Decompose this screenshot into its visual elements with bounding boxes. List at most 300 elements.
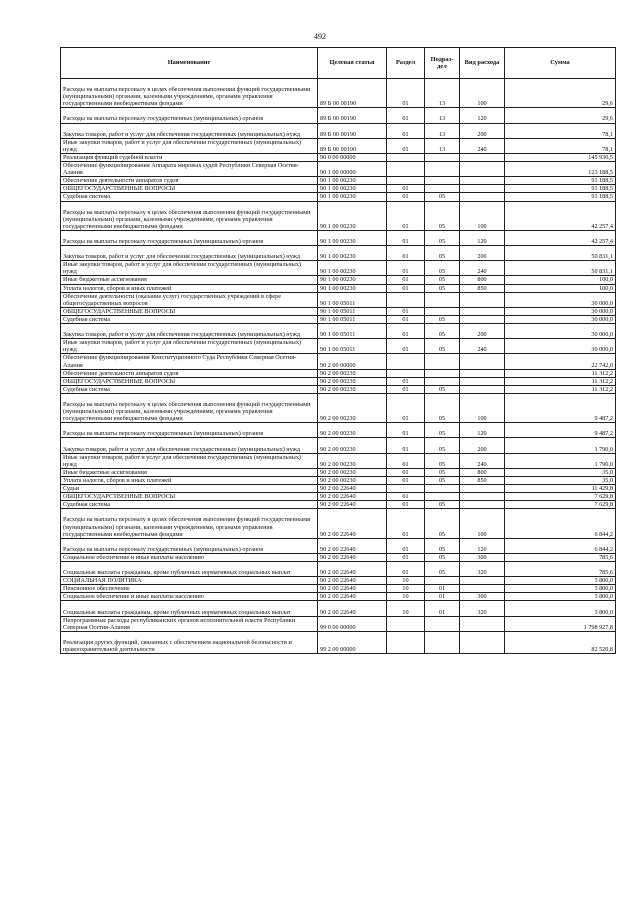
row-name-cell: Социальные выплаты гражданам, кроме публичных нормативных социальных выплат: [61, 601, 318, 616]
row-subsection-cell: 05: [425, 193, 460, 201]
row-target-item-cell: 90 2 00 22640: [318, 501, 387, 509]
row-section-cell: 01: [387, 123, 425, 138]
row-section-cell: 01: [387, 276, 425, 284]
row-sum-cell: 785,6: [505, 561, 616, 576]
row-target-item-cell: 89 Б 00 00190: [318, 108, 387, 123]
row-target-item-cell: 90 2 00 22640: [318, 553, 387, 561]
row-subsection-cell: 13: [425, 123, 460, 138]
row-subsection-cell: [425, 577, 460, 585]
row-expense-type-cell: 120: [460, 108, 505, 123]
header-row: [61, 48, 616, 79]
row-expense-type-cell: 300: [460, 593, 505, 601]
row-sum-cell: 145 930,5: [505, 153, 616, 161]
row-section-cell: [387, 631, 425, 653]
row-sum-cell: 1 798 927,8: [505, 616, 616, 631]
row-subsection-cell: 05: [425, 385, 460, 393]
row-section-cell: 01: [387, 307, 425, 315]
row-expense-type-cell: [460, 385, 505, 393]
row-name-cell: Судебная система: [61, 385, 318, 393]
table-row: [61, 616, 616, 631]
row-subsection-cell: 05: [425, 561, 460, 576]
row-subsection-cell: [425, 631, 460, 653]
row-name-cell: Обеспечение деятельности (оказание услуг) государственных учреждений в сфере общегосударственных вопросов: [61, 292, 318, 307]
row-name-cell: СОЦИАЛЬНАЯ ПОЛИТИКА: [61, 577, 318, 585]
row-expense-type-cell: [460, 193, 505, 201]
row-section-cell: 01: [387, 438, 425, 453]
table-row: [61, 369, 616, 377]
row-name-cell: Уплата налогов, сборов и иных платежей: [61, 476, 318, 484]
row-name-cell: Социальные выплаты гражданам, кроме публичных нормативных социальных выплат: [61, 561, 318, 576]
row-sum-cell: 22 742,0: [505, 354, 616, 369]
row-name-cell: Закупка товаров, работ и услуг для обеспечения государственных (муниципальных) нужд: [61, 324, 318, 339]
row-expense-type-cell: 240: [460, 339, 505, 354]
row-target-item-cell: 90 1 00 00230: [318, 284, 387, 292]
row-target-item-cell: 90 2 00 22640: [318, 593, 387, 601]
row-target-item-cell: 90 2 00 00230: [318, 468, 387, 476]
row-name-cell: Расходы на выплаты персоналу государственных (муниципальных) органов: [61, 230, 318, 245]
row-section-cell: [387, 177, 425, 185]
row-sum-cell: 29,6: [505, 108, 616, 123]
row-name-cell: Непрограммные расходы республиканских органов исполнительной власти Республики Северная Осетия-Алания: [61, 616, 318, 631]
row-expense-type-cell: 100: [460, 393, 505, 422]
row-section-cell: 01: [387, 324, 425, 339]
table-row: [61, 485, 616, 493]
table-row: [61, 79, 616, 108]
row-target-item-cell: 90 1 00 00000: [318, 162, 387, 177]
row-section-cell: 01: [387, 553, 425, 561]
row-name-cell: Социальное обеспечение и иные выплаты населению: [61, 593, 318, 601]
row-sum-cell: 30 000,0: [505, 315, 616, 323]
row-name-cell: Иные закупки товаров, работ и услуг для обеспечения государственных (муниципальных) нужд: [61, 453, 318, 468]
row-target-item-cell: 90 2 00 22640: [318, 577, 387, 585]
row-expense-type-cell: 200: [460, 438, 505, 453]
row-name-cell: Обеспечение деятельности аппаратов судов: [61, 369, 318, 377]
table-row: [61, 501, 616, 509]
row-name-cell: Расходы на выплаты персоналу государственных (муниципальных) органов: [61, 108, 318, 123]
row-section-cell: 01: [387, 201, 425, 230]
row-target-item-cell: 90 2 00 22640: [318, 493, 387, 501]
row-target-item-cell: 99 0 00 00000: [318, 616, 387, 631]
row-target-item-cell: 90 1 00 05011: [318, 324, 387, 339]
row-section-cell: 01: [387, 339, 425, 354]
row-name-cell: Иные закупки товаров, работ и услуг для обеспечения государственных (муниципальных) нужд: [61, 138, 318, 153]
row-sum-cell: 78,1: [505, 123, 616, 138]
row-subsection-cell: [425, 616, 460, 631]
row-target-item-cell: 90 2 00 00230: [318, 476, 387, 484]
row-section-cell: 10: [387, 601, 425, 616]
row-name-cell: Расходы на выплаты персоналу в целях обеспечения выполнения функций государственными (муниципальными) органами, казенными учреждениями, органами управления государственными внебюджетными фондами: [61, 509, 318, 538]
row-sum-cell: 30 000,0: [505, 292, 616, 307]
row-target-item-cell: 90 1 00 05011: [318, 339, 387, 354]
table-row: [61, 201, 616, 230]
row-name-cell: Закупка товаров, работ и услуг для обеспечения государственных (муниципальных) нужд: [61, 438, 318, 453]
row-target-item-cell: 90 2 00 00230: [318, 369, 387, 377]
row-subsection-cell: 05: [425, 324, 460, 339]
table-row: [61, 423, 616, 438]
row-expense-type-cell: 320: [460, 601, 505, 616]
row-section-cell: 10: [387, 577, 425, 585]
row-subsection-cell: [425, 162, 460, 177]
row-subsection-cell: [425, 354, 460, 369]
row-expense-type-cell: 120: [460, 538, 505, 553]
row-sum-cell: 9 487,2: [505, 423, 616, 438]
table-row: [61, 385, 616, 393]
row-target-item-cell: 90 1 00 00230: [318, 201, 387, 230]
row-expense-type-cell: [460, 501, 505, 509]
row-target-item-cell: 89 Б 00 00190: [318, 138, 387, 153]
row-section-cell: 01: [387, 468, 425, 476]
row-expense-type-cell: [460, 369, 505, 377]
row-section-cell: 01: [387, 538, 425, 553]
header-sum: Сумма: [505, 48, 616, 79]
table-row: [61, 509, 616, 538]
row-sum-cell: 42 257,4: [505, 201, 616, 230]
row-name-cell: Реализация других функций, связанных с обеспечением национальной безопасности и правоохранительной деятельности: [61, 631, 318, 653]
row-subsection-cell: [425, 493, 460, 501]
row-subsection-cell: 05: [425, 230, 460, 245]
row-expense-type-cell: 850: [460, 476, 505, 484]
row-target-item-cell: 90 2 00 22640: [318, 585, 387, 593]
row-expense-type-cell: 100: [460, 201, 505, 230]
header-name: Наименование: [61, 48, 318, 79]
row-name-cell: Уплата налогов, сборов и иных платежей: [61, 284, 318, 292]
row-subsection-cell: 01: [425, 601, 460, 616]
row-sum-cell: 93 188,5: [505, 185, 616, 193]
row-target-item-cell: 90 1 00 00230: [318, 193, 387, 201]
row-expense-type-cell: [460, 577, 505, 585]
row-expense-type-cell: [460, 315, 505, 323]
row-expense-type-cell: [460, 616, 505, 631]
row-name-cell: Пенсионное обеспечение: [61, 585, 318, 593]
row-section-cell: 10: [387, 585, 425, 593]
row-expense-type-cell: [460, 493, 505, 501]
row-expense-type-cell: 120: [460, 423, 505, 438]
table-row: [61, 453, 616, 468]
table-row: [61, 601, 616, 616]
row-sum-cell: 1 790,0: [505, 453, 616, 468]
row-section-cell: 01: [387, 393, 425, 422]
row-sum-cell: 785,6: [505, 553, 616, 561]
row-subsection-cell: 01: [425, 585, 460, 593]
table-row: [61, 585, 616, 593]
row-name-cell: Иные бюджетные ассигнования: [61, 276, 318, 284]
row-target-item-cell: 90 2 00 00230: [318, 438, 387, 453]
row-section-cell: 01: [387, 476, 425, 484]
row-target-item-cell: 90 1 00 00230: [318, 185, 387, 193]
table-row: [61, 153, 616, 161]
row-target-item-cell: 90 1 00 00230: [318, 261, 387, 276]
row-sum-cell: 11 312,2: [505, 385, 616, 393]
row-name-cell: ОБЩЕГОСУДАРСТВЕННЫЕ ВОПРОСЫ: [61, 493, 318, 501]
row-section-cell: [387, 153, 425, 161]
row-sum-cell: 3 800,0: [505, 585, 616, 593]
page-number: 492: [314, 32, 326, 41]
header-subsection: Подраз- дел: [425, 48, 460, 79]
row-sum-cell: 11 312,2: [505, 377, 616, 385]
header-section: Раздел: [387, 48, 425, 79]
row-sum-cell: 42 257,4: [505, 230, 616, 245]
table-row: [61, 354, 616, 369]
table-row: [61, 292, 616, 307]
row-name-cell: Социальное обеспечение и иные выплаты населению: [61, 553, 318, 561]
row-subsection-cell: 05: [425, 201, 460, 230]
table-row: [61, 393, 616, 422]
row-name-cell: Иные бюджетные ассигнования: [61, 468, 318, 476]
table-row: [61, 193, 616, 201]
row-sum-cell: 100,0: [505, 276, 616, 284]
row-section-cell: 01: [387, 79, 425, 108]
row-expense-type-cell: [460, 631, 505, 653]
row-name-cell: Закупка товаров, работ и услуг для обеспечения государственных (муниципальных) нужд: [61, 123, 318, 138]
row-name-cell: Судебная система: [61, 315, 318, 323]
row-name-cell: ОБЩЕГОСУДАРСТВЕННЫЕ ВОПРОСЫ: [61, 377, 318, 385]
row-target-item-cell: 90 2 00 22640: [318, 509, 387, 538]
row-name-cell: Расходы на выплаты персоналу в целях обеспечения выполнения функций государственными (муниципальными) органами, казенными учреждениями, органами управления государственными внебюджетными фондами: [61, 79, 318, 108]
row-expense-type-cell: [460, 307, 505, 315]
row-subsection-cell: [425, 377, 460, 385]
table-row: [61, 438, 616, 453]
row-sum-cell: 50 831,1: [505, 246, 616, 261]
row-sum-cell: 30 000,0: [505, 339, 616, 354]
row-target-item-cell: 90 1 00 00230: [318, 246, 387, 261]
row-sum-cell: 30 000,0: [505, 324, 616, 339]
table-body: [61, 79, 616, 654]
row-expense-type-cell: 850: [460, 284, 505, 292]
row-section-cell: 01: [387, 108, 425, 123]
row-subsection-cell: 05: [425, 246, 460, 261]
row-subsection-cell: 05: [425, 339, 460, 354]
table-row: [61, 138, 616, 153]
row-subsection-cell: 05: [425, 553, 460, 561]
row-sum-cell: 100,0: [505, 284, 616, 292]
row-target-item-cell: 90 2 00 00000: [318, 354, 387, 369]
row-expense-type-cell: 240: [460, 261, 505, 276]
row-subsection-cell: 05: [425, 315, 460, 323]
row-name-cell: Закупка товаров, работ и услуг для обеспечения государственных (муниципальных) нужд: [61, 246, 318, 261]
row-section-cell: 01: [387, 377, 425, 385]
table-row: [61, 476, 616, 484]
row-subsection-cell: 05: [425, 453, 460, 468]
row-sum-cell: 93 188,5: [505, 193, 616, 201]
row-subsection-cell: 05: [425, 468, 460, 476]
table-row: [61, 123, 616, 138]
table-row: [61, 493, 616, 501]
row-sum-cell: 11 312,2: [505, 369, 616, 377]
row-section-cell: [387, 616, 425, 631]
row-section-cell: [387, 162, 425, 177]
row-sum-cell: 11 429,8: [505, 485, 616, 493]
row-subsection-cell: 05: [425, 438, 460, 453]
row-section-cell: 01: [387, 261, 425, 276]
table-row: [61, 246, 616, 261]
row-expense-type-cell: 200: [460, 123, 505, 138]
row-section-cell: 01: [387, 138, 425, 153]
row-section-cell: 10: [387, 593, 425, 601]
row-target-item-cell: 90 2 00 00230: [318, 385, 387, 393]
row-section-cell: 01: [387, 246, 425, 261]
table-row: [61, 553, 616, 561]
row-target-item-cell: 89 Б 00 00190: [318, 123, 387, 138]
row-target-item-cell: 90 2 00 22640: [318, 485, 387, 493]
table-row: [61, 230, 616, 245]
row-sum-cell: 78,1: [505, 138, 616, 153]
row-sum-cell: 82 520,8: [505, 631, 616, 653]
row-sum-cell: 7 629,8: [505, 493, 616, 501]
row-target-item-cell: 90 1 00 05011: [318, 307, 387, 315]
row-subsection-cell: 05: [425, 538, 460, 553]
row-target-item-cell: 90 1 00 00230: [318, 177, 387, 185]
row-subsection-cell: 13: [425, 108, 460, 123]
table-row: [61, 339, 616, 354]
row-sum-cell: 93 188,5: [505, 177, 616, 185]
row-target-item-cell: 90 1 00 00230: [318, 276, 387, 284]
row-name-cell: Расходы на выплаты персоналу государственных (муниципальных) органов: [61, 423, 318, 438]
row-target-item-cell: 89 Б 00 00190: [318, 79, 387, 108]
row-subsection-cell: 05: [425, 423, 460, 438]
row-name-cell: Судебная система: [61, 501, 318, 509]
row-section-cell: 01: [387, 501, 425, 509]
row-name-cell: Расходы на выплаты персоналу государственных (муниципальных) органов: [61, 538, 318, 553]
table-row: [61, 561, 616, 576]
row-section-cell: 01: [387, 423, 425, 438]
row-name-cell: Судебная система: [61, 193, 318, 201]
row-subsection-cell: [425, 292, 460, 307]
row-subsection-cell: [425, 185, 460, 193]
header-target-item: Целевая статья: [318, 48, 387, 79]
row-sum-cell: 29,6: [505, 79, 616, 108]
row-section-cell: 01: [387, 561, 425, 576]
row-section-cell: [387, 485, 425, 493]
table-header: [61, 48, 616, 79]
row-subsection-cell: [425, 485, 460, 493]
row-expense-type-cell: [460, 485, 505, 493]
row-expense-type-cell: 240: [460, 453, 505, 468]
row-subsection-cell: [425, 153, 460, 161]
row-subsection-cell: 05: [425, 261, 460, 276]
row-section-cell: [387, 292, 425, 307]
row-expense-type-cell: 100: [460, 509, 505, 538]
row-target-item-cell: 90 1 00 00230: [318, 230, 387, 245]
row-section-cell: 01: [387, 284, 425, 292]
row-subsection-cell: 05: [425, 509, 460, 538]
row-expense-type-cell: 300: [460, 553, 505, 561]
row-expense-type-cell: [460, 162, 505, 177]
table-row: [61, 162, 616, 177]
row-subsection-cell: [425, 369, 460, 377]
row-name-cell: Иные закупки товаров, работ и услуг для обеспечения государственных (муниципальных) нужд: [61, 261, 318, 276]
row-section-cell: 01: [387, 385, 425, 393]
row-section-cell: 01: [387, 453, 425, 468]
row-section-cell: [387, 369, 425, 377]
row-expense-type-cell: 240: [460, 138, 505, 153]
row-section-cell: [387, 354, 425, 369]
row-expense-type-cell: [460, 153, 505, 161]
table-row: [61, 185, 616, 193]
row-sum-cell: 6 844,2: [505, 509, 616, 538]
row-target-item-cell: 90 1 00 05011: [318, 315, 387, 323]
row-name-cell: ОБЩЕГОСУДАРСТВЕННЫЕ ВОПРОСЫ: [61, 307, 318, 315]
table-row: [61, 577, 616, 585]
row-subsection-cell: [425, 307, 460, 315]
row-expense-type-cell: 120: [460, 230, 505, 245]
row-section-cell: 01: [387, 185, 425, 193]
row-section-cell: 01: [387, 193, 425, 201]
row-name-cell: Иные закупки товаров, работ и услуг для обеспечения государственных (муниципальных) нужд: [61, 339, 318, 354]
row-expense-type-cell: 800: [460, 276, 505, 284]
row-name-cell: Реализация функций судебной власти: [61, 153, 318, 161]
row-section-cell: 01: [387, 493, 425, 501]
row-target-item-cell: 90 2 00 22640: [318, 561, 387, 576]
row-section-cell: 01: [387, 509, 425, 538]
table-row: [61, 307, 616, 315]
row-expense-type-cell: 100: [460, 79, 505, 108]
row-subsection-cell: [425, 177, 460, 185]
row-expense-type-cell: [460, 292, 505, 307]
row-subsection-cell: 01: [425, 593, 460, 601]
row-target-item-cell: 90 2 00 00230: [318, 453, 387, 468]
row-expense-type-cell: [460, 185, 505, 193]
table-row: [61, 377, 616, 385]
row-name-cell: Расходы на выплаты персоналу в целях обеспечения выполнения функций государственными (муниципальными) органами, казенными учреждениями, органами управления государственными внебюджетными фондами: [61, 393, 318, 422]
row-subsection-cell: 05: [425, 284, 460, 292]
table-row: [61, 276, 616, 284]
row-sum-cell: 3 800,0: [505, 593, 616, 601]
row-target-item-cell: 90 2 00 00230: [318, 377, 387, 385]
row-subsection-cell: 05: [425, 276, 460, 284]
row-name-cell: ОБЩЕГОСУДАРСТВЕННЫЕ ВОПРОСЫ: [61, 185, 318, 193]
row-subsection-cell: 13: [425, 138, 460, 153]
row-expense-type-cell: [460, 377, 505, 385]
row-name-cell: Обеспечение функционирования Аппарата мировых судей Республики Северная Осетия-Алания: [61, 162, 318, 177]
row-sum-cell: 6 844,2: [505, 538, 616, 553]
row-target-item-cell: 99 2 00 00000: [318, 631, 387, 653]
table-row: [61, 593, 616, 601]
row-target-item-cell: 90 2 00 22640: [318, 538, 387, 553]
row-expense-type-cell: 200: [460, 246, 505, 261]
row-sum-cell: 9 487,2: [505, 393, 616, 422]
table-row: [61, 284, 616, 292]
row-sum-cell: 35,0: [505, 468, 616, 476]
row-section-cell: 01: [387, 230, 425, 245]
row-subsection-cell: 05: [425, 393, 460, 422]
row-name-cell: Обеспечение функционирования Конституционного Суда Республики Северная Осетия-Алания: [61, 354, 318, 369]
row-target-item-cell: 90 2 00 00230: [318, 423, 387, 438]
row-subsection-cell: 13: [425, 79, 460, 108]
row-expense-type-cell: [460, 585, 505, 593]
table-row: [61, 261, 616, 276]
table-row: [61, 468, 616, 476]
table-row: [61, 315, 616, 323]
row-expense-type-cell: 800: [460, 468, 505, 476]
row-section-cell: 01: [387, 315, 425, 323]
row-target-item-cell: 90 2 00 00230: [318, 393, 387, 422]
row-expense-type-cell: [460, 177, 505, 185]
row-target-item-cell: 90 1 00 05011: [318, 292, 387, 307]
table-row: [61, 108, 616, 123]
row-expense-type-cell: 200: [460, 324, 505, 339]
row-name-cell: Расходы на выплаты персоналу в целях обеспечения выполнения функций государственными (муниципальными) органами, казенными учреждениями, органами управления государственными внебюджетными фондами: [61, 201, 318, 230]
table-row: [61, 538, 616, 553]
table-row: [61, 177, 616, 185]
row-target-item-cell: 90 2 00 22640: [318, 601, 387, 616]
row-name-cell: Обеспечение деятельности аппаратов судов: [61, 177, 318, 185]
header-expense-type: Вид расхода: [460, 48, 505, 79]
budget-table: [60, 47, 616, 654]
row-expense-type-cell: 320: [460, 561, 505, 576]
row-sum-cell: 1 790,0: [505, 438, 616, 453]
row-sum-cell: 50 831,1: [505, 261, 616, 276]
row-target-item-cell: 90 0 00 00000: [318, 153, 387, 161]
